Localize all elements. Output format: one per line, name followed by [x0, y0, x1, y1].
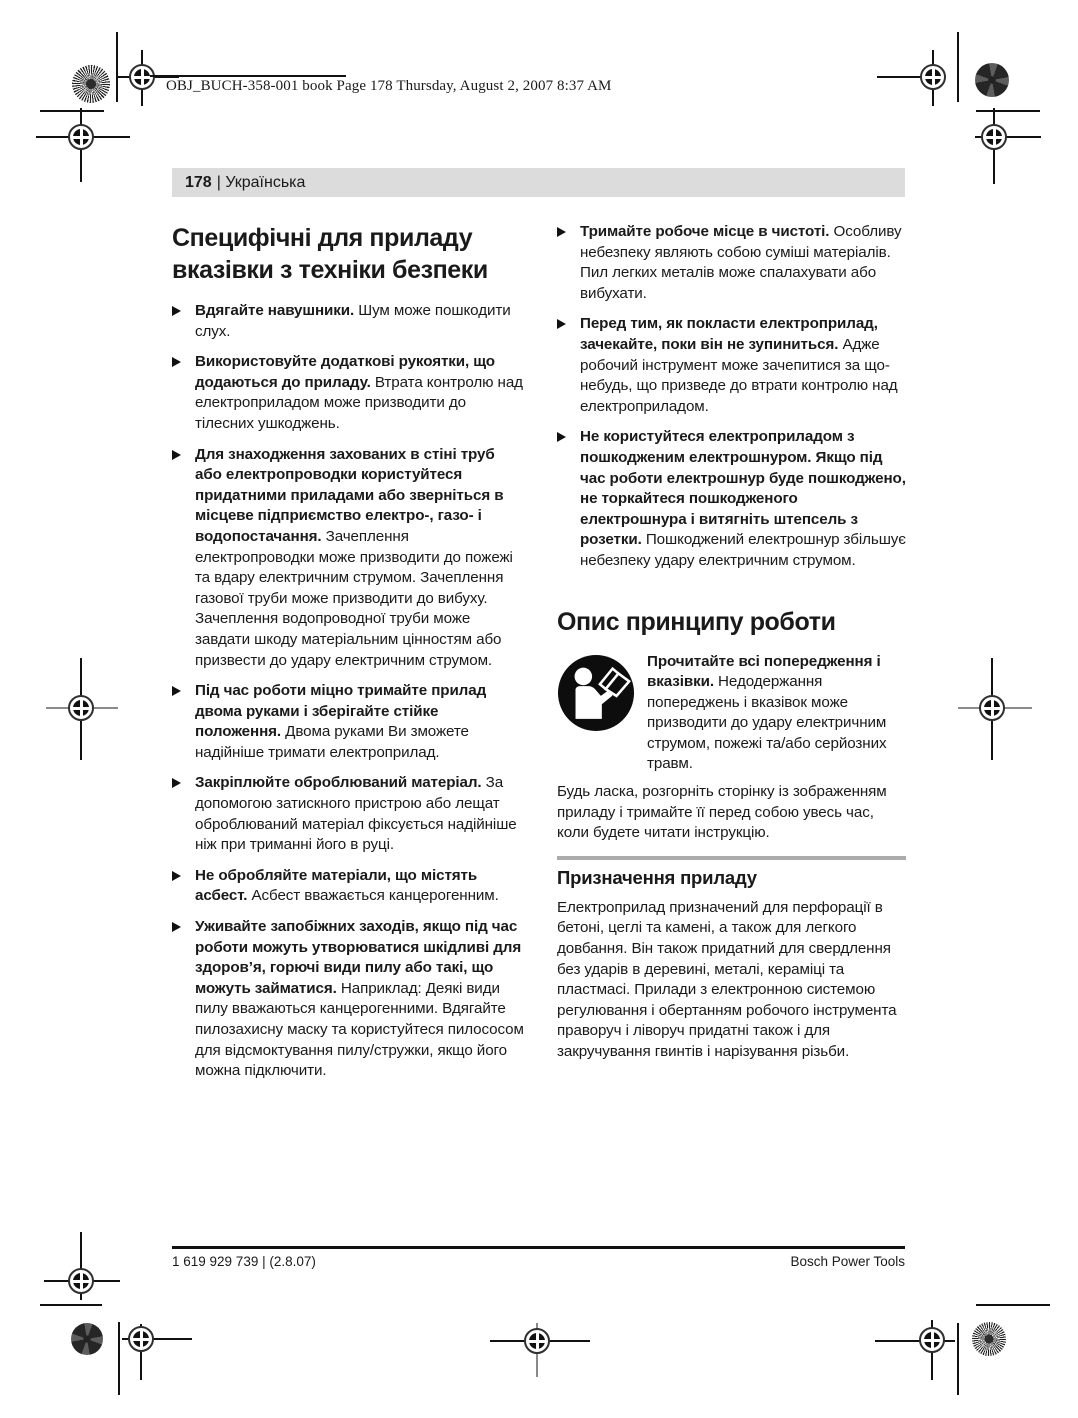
- footer-rule: [172, 1246, 905, 1249]
- safety-bullet-2: Використовуйте додаткові рукоятки, що додаються до приладу. Втрата контролю над електроприладом може призводити до тілесних ушкоджень.: [172, 352, 524, 434]
- registration-line: [957, 1323, 959, 1395]
- registration-starburst-icon: [72, 65, 110, 103]
- bullet-triangle-icon: [172, 917, 195, 1082]
- subsection-paragraph: Електроприлад призначений для перфорації в бетоні, цеглі та камені, а також для легкого довбання. Він також придатний для свердлення без ударів в деревині, металі, кераміці та пластмасі. Прилади з електронною системою регулювання і обертанням робочого інструмента праворуч і ліворуч придатні також і для закручування гвинтів і нарізування різьби.: [557, 898, 897, 1060]
- bullet-triangle-icon: [557, 427, 580, 571]
- registration-line: [118, 1322, 120, 1395]
- safety-bullet-5: Закріплюйте оброблюваний матеріал. За допомогою затискного пристрою або лещат оброблюваний матеріал фіксується надійніше ніж при триманні його в руці.: [172, 773, 524, 855]
- doc-header-overline: [150, 75, 346, 77]
- intro-paragraph: Будь ласка, розгорніть сторінку із зображенням приладу і тримайте її перед собою увесь час, коли будете читати інструкцію.: [557, 783, 887, 842]
- registration-crosshair-icon: [68, 1268, 94, 1294]
- bullet-triangle-icon: [172, 301, 195, 342]
- safety-bullet-3: Для знаходження захованих в стіні труб або електропроводки користуйтеся придатними приладами або зверніться в місцеве підприємство електро-, газо- і водопостачання. Зачеплення електропроводки може призводити до пожежі та вдару електричним струмом. Зачеплення газової труби може призводити до вибуху. Зачеплення водопроводної труби може завдати шкоду матеріальним цінностям або призвести до удару електричним струмом.: [172, 445, 524, 672]
- read-manual-icon: [557, 654, 635, 732]
- doc-header: OBJ_BUCH-358-001 book Page 178 Thursday, August 2, 2007 8:37 AM: [166, 78, 612, 94]
- bullet-triangle-icon: [557, 222, 580, 304]
- registration-crosshair-icon: [68, 695, 94, 721]
- registration-crosshair-icon: [919, 1327, 945, 1353]
- registration-crosshair-icon: [68, 124, 94, 150]
- registration-line: [116, 32, 118, 102]
- subsection-divider: [557, 856, 906, 860]
- bullet-triangle-icon: [557, 314, 580, 417]
- registration-crosshair-icon: [920, 64, 946, 90]
- safety-bullet-7: Уживайте запобіжних заходів, якщо під час роботи можуть утворюватися шкідливі для здоров’я, горючі види пилу або такі, що можуть займатися. Наприклад: Деякі види пилу вважаються канцерогенними. Вдягайте пилозахисну маску та користуйтеся пилососом для відсмоктування пилу/стружки, якщо його можна підключити.: [172, 917, 524, 1082]
- subsection-title: Призначення приладу: [557, 866, 757, 888]
- registration-dark-circle-icon: [71, 1323, 103, 1355]
- bullet-triangle-icon: [172, 352, 195, 434]
- registration-line: [40, 1304, 102, 1306]
- safety-bullet-4: Під час роботи міцно тримайте прилад двома руками і зберігайте стійке положення. Двома руками Ви зможете надійніше тримати електроприлад.: [172, 681, 524, 763]
- page-header-bar: [172, 168, 905, 197]
- read-manual-warning: Прочитайте всі попередження і вказівки. Недодержання попереджень і вказівок може призводити до удару електричним струмом, пожежі та/або серйозних травм.: [557, 652, 906, 776]
- registration-crosshair-icon: [524, 1328, 550, 1354]
- left-column: [172, 222, 524, 1092]
- registration-line: [976, 110, 1040, 112]
- registration-line: [976, 1304, 1050, 1306]
- registration-dark-circle-icon: [975, 63, 1009, 97]
- section-title-function: Опис принципу роботи: [557, 607, 836, 636]
- safety-bullet-6: Не обробляйте матеріали, що містять асбест. Асбест вважається канцерогенним.: [172, 866, 524, 907]
- section-title-safety: Специфічні для приладу вказівки з техніки безпеки: [172, 224, 488, 284]
- registration-crosshair-icon: [129, 64, 155, 90]
- registration-crosshair-icon: [981, 124, 1007, 150]
- registration-line: [40, 110, 104, 112]
- bullet-triangle-icon: [172, 445, 195, 672]
- registration-starburst-icon: [972, 1322, 1006, 1356]
- bullet-triangle-icon: [172, 866, 195, 907]
- registration-crosshair-icon: [128, 1326, 154, 1352]
- registration-crosshair-icon: [979, 695, 1005, 721]
- page-number: 178: [185, 173, 212, 191]
- footer-part-number: 1 619 929 739 | (2.8.07): [172, 1254, 316, 1269]
- bullet-triangle-icon: [172, 773, 195, 855]
- safety-bullet-10: Не користуйтеся електроприладом з пошкодженим електрошнуром. Якщо під час роботи електрошнур буде пошкоджено, не торкайтеся пошкодженого електрошнура і витягніть штепсель з розетки. Пошкоджений електрошнур збільшує небезпеку удару електричним струмом.: [557, 427, 906, 571]
- footer-brand: Bosch Power Tools: [790, 1254, 905, 1269]
- bullet-triangle-icon: [172, 681, 195, 763]
- page-language: | Українська: [216, 173, 306, 191]
- safety-bullet-8: Тримайте робоче місце в чистоті. Особливу небезпеку являють собою суміші матеріалів. Пил легких металів може спалахувати або вибухати.: [557, 222, 906, 304]
- registration-line: [957, 32, 959, 102]
- right-column: [557, 222, 906, 1063]
- safety-bullet-9: Перед тим, як покласти електроприлад, зачекайте, поки він не зупиниться. Адже робочий інструмент може зачепитися за що-небудь, що призведе до втрати контролю над електроприладом.: [557, 314, 906, 417]
- safety-bullet-1: Вдягайте навушники. Шум може пошкодити слух.: [172, 301, 524, 342]
